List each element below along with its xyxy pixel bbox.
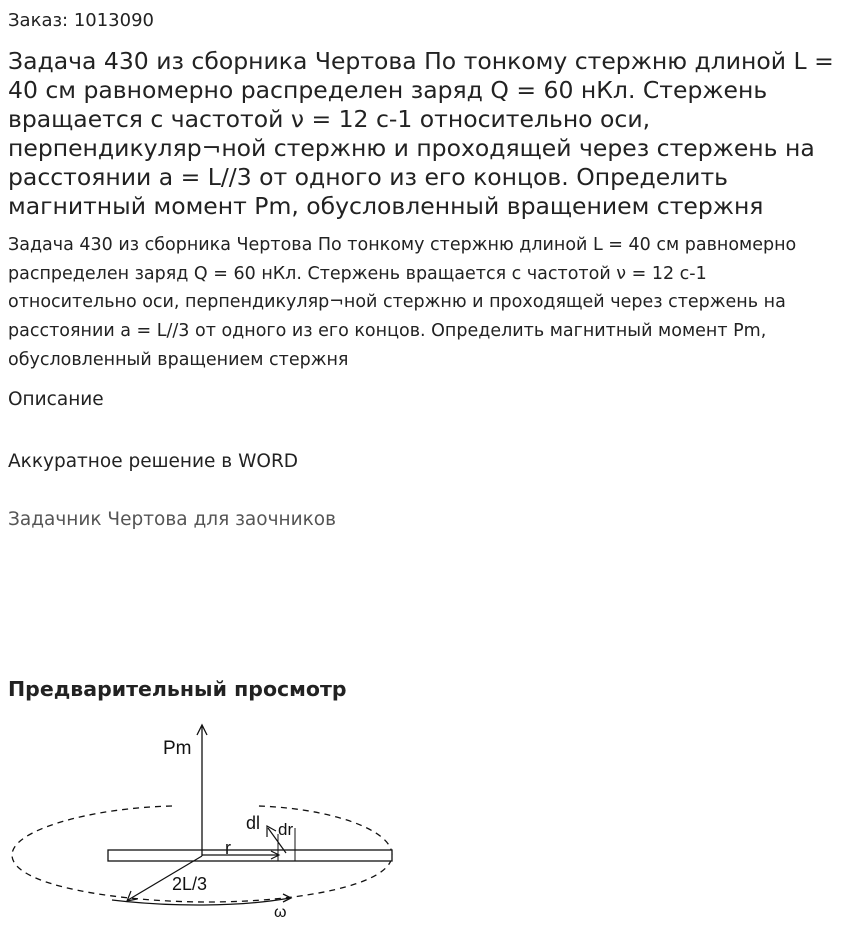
omega-label: ω	[274, 904, 287, 921]
preview-heading: Предварительный просмотр	[8, 677, 347, 701]
two-l-three-label: 2L/3	[172, 874, 208, 894]
rod-rotation-diagram	[0, 710, 420, 927]
order-number: Заказ: 1013090	[8, 10, 154, 31]
description-label: Описание	[8, 389, 104, 410]
collection-link[interactable]: Задачник Чертова для заочников	[8, 509, 337, 530]
r-label: r	[225, 838, 231, 858]
solution-note: Аккуратное решение в WORD	[8, 451, 299, 472]
task-description: Задача 430 из сборника Чертова По тонкому стержню длиной L = 40 см равномерно распределен заряд Q = 60 нКл. Стержень вращается с частотой ν = 12 с-1 относительно оси, перпендикуляр¬ной стержню и проходящей через стержень на расстоянии a = L//3 от одного из его концов. Определить магнитный момент Pm, обусловленный вращением стержня	[8, 235, 797, 370]
dr-label: dr	[278, 820, 294, 839]
pm-label: Pm	[163, 738, 192, 759]
task-title: Задача 430 из сборника Чертова По тонкому стержню длиной L = 40 см равномерно распределен заряд Q = 60 нКл. Стержень вращается с частотой ν = 12 с-1 относительно оси, перпендикуляр¬ной стержню и проходящей через стержень на расстоянии a = L//3 от одного из его концов. Определить магнитный момент Pm, обусловленный вращением стержня	[8, 47, 834, 220]
dl-label: dl	[246, 813, 261, 833]
dl-arrowhead	[267, 826, 276, 837]
